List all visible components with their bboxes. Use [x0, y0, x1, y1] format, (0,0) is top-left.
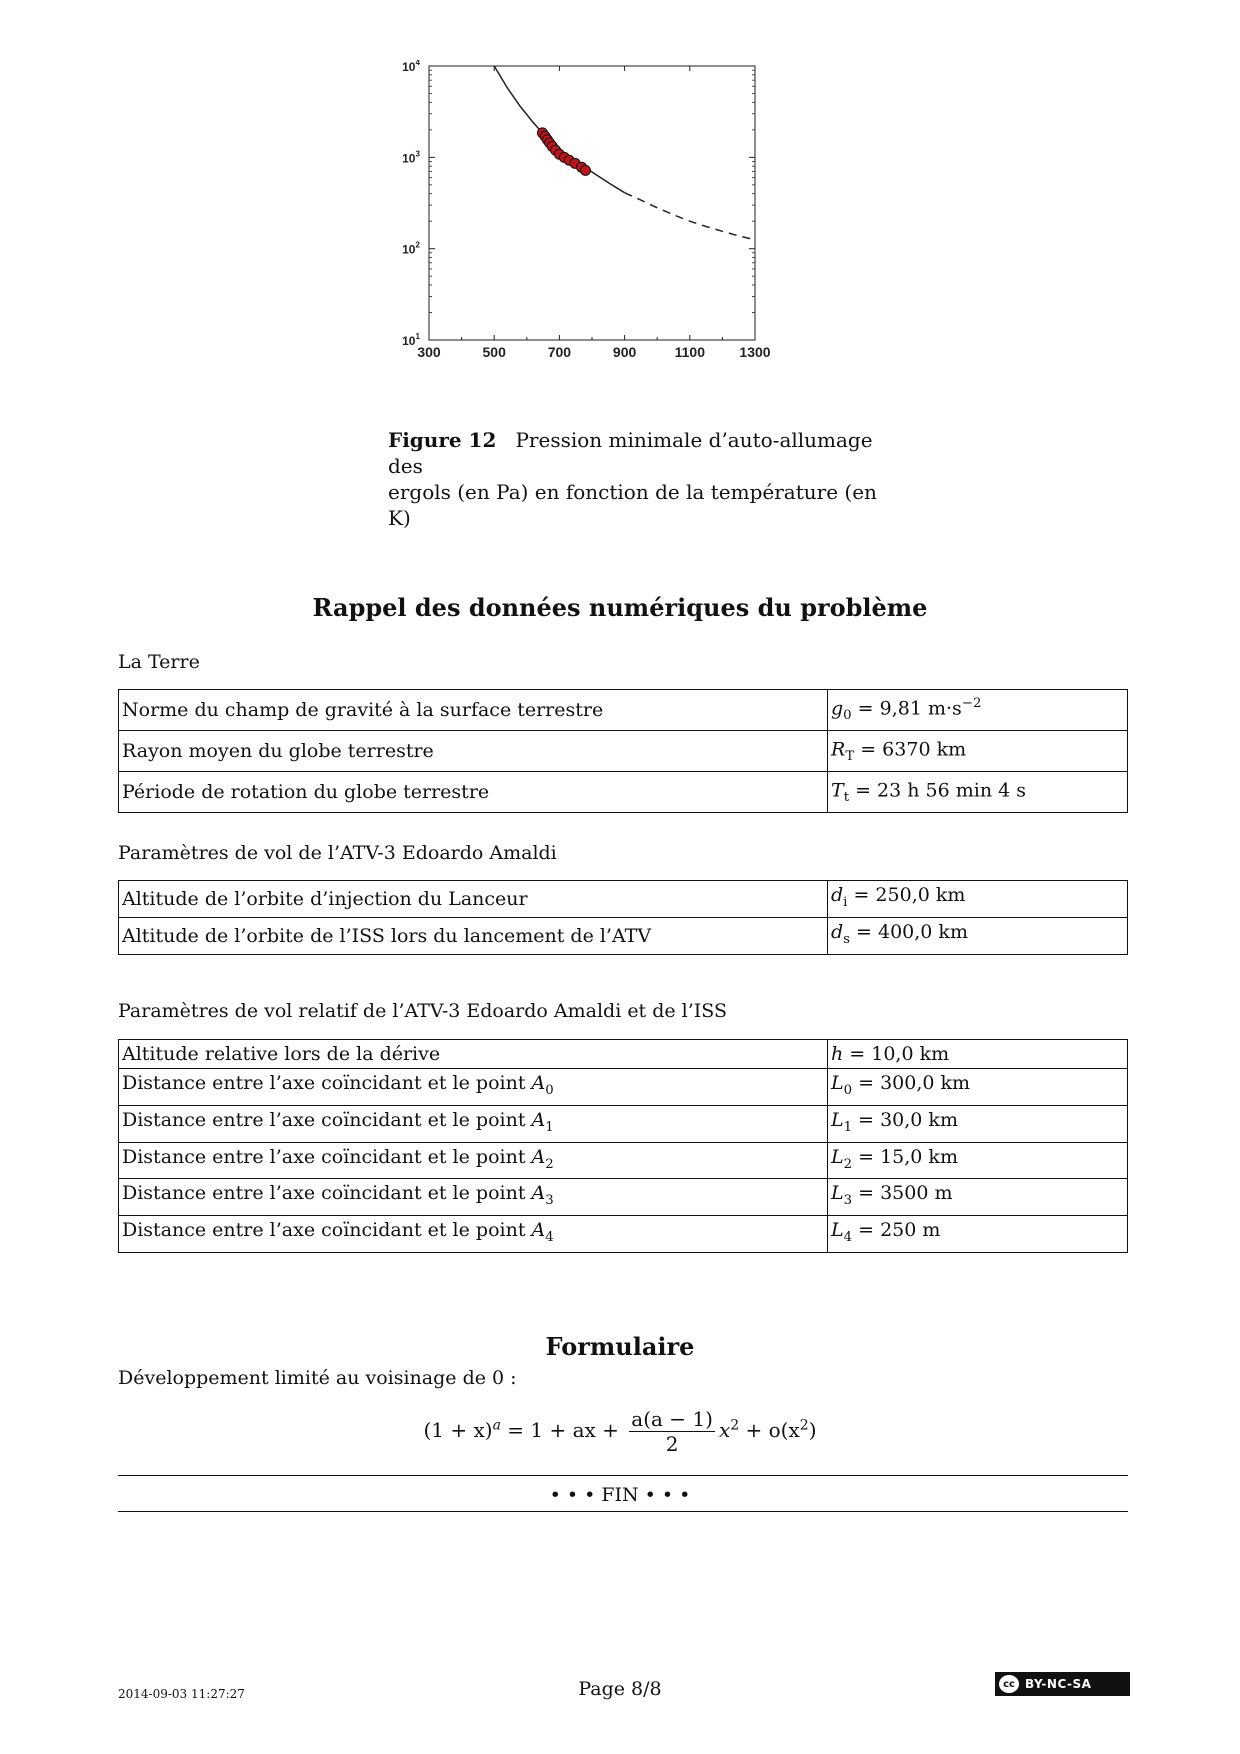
row-value: $g_0 = 9,81$ $m\cdot s^{-2}$: [828, 690, 1128, 731]
row-value: $L_2 = 15,0$ km: [828, 1142, 1128, 1179]
table-row: [119, 1040, 1128, 1069]
row-description: Distance entre l’axe coïncidant et le point $A_4$: [119, 1216, 828, 1253]
vol-table: [118, 880, 1128, 955]
row-value: $T_t = 23$ h 56 min 4 s: [828, 772, 1128, 813]
row-value: $L_0 = 300,0$ km: [828, 1069, 1128, 1106]
table-row: [119, 772, 1128, 813]
fin-rule-bottom: [118, 1511, 1128, 1512]
license-text: BY-NC-SA: [1025, 1677, 1092, 1691]
row-value: $L_1 = 30,0$ km: [828, 1105, 1128, 1142]
row-value: $d_s = 400,0$ km: [828, 917, 1128, 954]
row-value: $L_3 = 3500$ m: [828, 1179, 1128, 1216]
relatif-table: [118, 1039, 1128, 1253]
x-tick-label: 300: [417, 344, 441, 360]
timestamp: 2014-09-03 11:27:27: [118, 1687, 245, 1701]
caption-line-2: ergols (en Pa) en fonction de la température (en K): [388, 480, 877, 530]
row-description: Distance entre l’axe coïncidant et le point $A_0$: [119, 1069, 828, 1106]
formulaire-intro: Développement limité au voisinage de 0 :: [118, 1367, 517, 1389]
row-description: Altitude relative lors de la dérive: [119, 1040, 828, 1069]
figure-caption: [388, 427, 888, 531]
row-value: $R_T = 6370$ km: [828, 731, 1128, 772]
taylor-formula: $(1 + x)^a = 1$ + ax + $\frac{a(a - 1)}{2}$ $x^2 + o(x^2)$: [423, 1407, 817, 1456]
table-row: [119, 690, 1128, 731]
x-tick-label: 1100: [674, 344, 705, 360]
plot-frame: [429, 66, 755, 340]
vol-label: Paramètres de vol de l’ATV-3 Edoardo Amaldi: [118, 842, 557, 864]
figure-label: Figure 12: [388, 428, 497, 452]
x-tick-label: 900: [612, 344, 637, 360]
data-point: [580, 165, 590, 175]
y-tick-label: $10^2$: [402, 240, 420, 257]
y-tick-label: $10^1$: [402, 332, 420, 348]
page-number: Page 8/8: [578, 1678, 662, 1700]
table-row: [119, 1069, 1128, 1106]
row-description: Période de rotation du globe terrestre: [119, 772, 828, 813]
table-row: [119, 1105, 1128, 1142]
creative-commons-icon: cc: [999, 1675, 1019, 1693]
row-value: $d_i = 250,0$ km: [828, 881, 1128, 918]
row-value: $L_4 = 250$ m: [828, 1216, 1128, 1253]
row-description: Altitude de l’orbite de l’ISS lors du lancement de l’ATV: [119, 917, 828, 954]
formulaire-title: Formulaire: [545, 1332, 695, 1361]
row-description: Altitude de l’orbite d’injection du Lanceur: [119, 881, 828, 918]
row-description: Rayon moyen du globe terrestre: [119, 731, 828, 772]
table-row: [119, 1179, 1128, 1216]
table-row: [119, 1142, 1128, 1179]
fit-curve-solid: [494, 66, 624, 193]
relatif-label: Paramètres de vol relatif de l’ATV-3 Edoardo Amaldi et de l’ISS: [118, 1000, 728, 1022]
x-tick-label: 500: [482, 344, 506, 360]
terre-table: [118, 689, 1128, 813]
table-row: [119, 731, 1128, 772]
table-row: [119, 1216, 1128, 1253]
section-title: Rappel des données numériques du problème: [312, 593, 928, 622]
x-tick-label: 700: [547, 344, 572, 360]
table-row: [119, 917, 1128, 954]
license-badge: [995, 1672, 1130, 1696]
row-description: Distance entre l’axe coïncidant et le point $A_1$: [119, 1105, 828, 1142]
fin-marker: • • • FIN • • •: [549, 1484, 691, 1506]
table-row: [119, 881, 1128, 918]
row-description: Distance entre l’axe coïncidant et le point $A_2$: [119, 1142, 828, 1179]
y-tick-label: $10^3$: [402, 149, 420, 166]
row-value: h = 10,0 km: [828, 1040, 1128, 1069]
fin-rule-top: [118, 1475, 1128, 1476]
caption-line-1: Pression minimale d’auto-allumage des: [388, 428, 873, 478]
row-description: Norme du champ de gravité à la surface terrestre: [119, 690, 828, 731]
terre-label: La Terre: [118, 651, 200, 673]
x-tick-label: 1300: [739, 344, 771, 360]
fit-curve-dashed: [625, 193, 755, 240]
pressure-temperature-chart: [395, 60, 855, 410]
y-tick-label: $10^4$: [402, 60, 420, 74]
row-description: Distance entre l’axe coïncidant et le point $A_3$: [119, 1179, 828, 1216]
